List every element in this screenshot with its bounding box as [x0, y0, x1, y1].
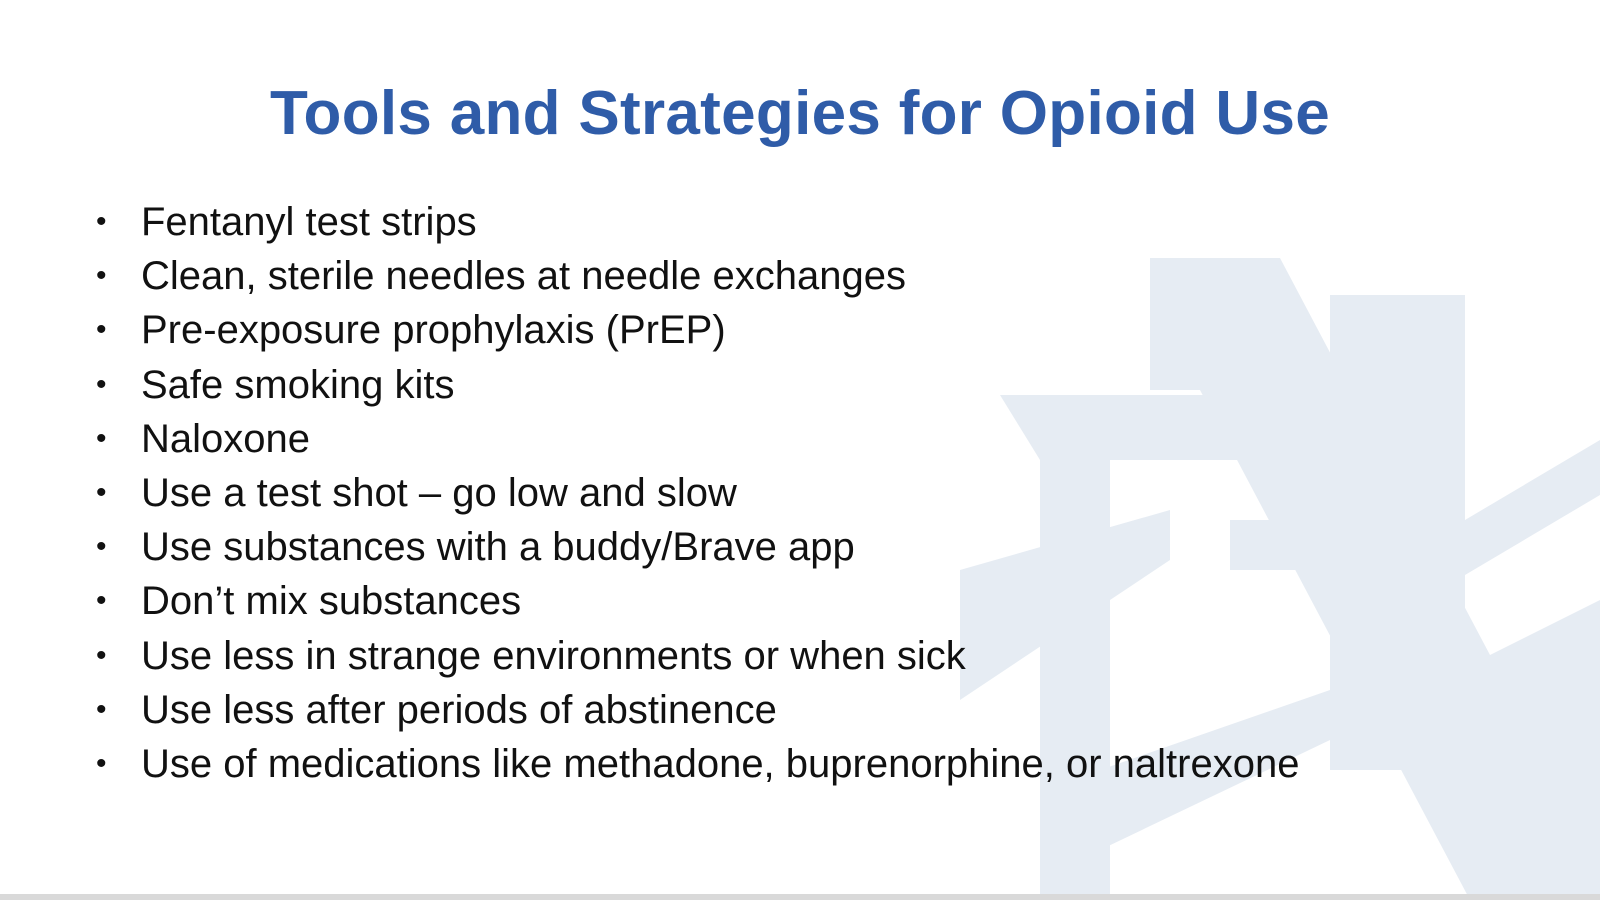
bullet-text: Use of medications like methadone, buprenorphine, or naltrexone [141, 741, 1300, 786]
bullet-item [0, 195, 1600, 249]
bullet-icon: • [96, 530, 107, 564]
slide-title: Tools and Strategies for Opioid Use [269, 79, 1331, 148]
bullet-item [0, 412, 1600, 466]
bullet-icon: • [96, 367, 107, 401]
bullet-icon: • [96, 692, 107, 726]
bullet-item [0, 358, 1600, 412]
bullet-list [0, 195, 1600, 791]
bullet-text: Fentanyl test strips [141, 200, 477, 244]
bullet-text: Don’t mix substances [141, 579, 522, 624]
bullet-text: Naloxone [141, 416, 311, 461]
bullet-item [0, 629, 1600, 683]
bullet-icon: • [96, 313, 107, 347]
bullet-icon: • [96, 584, 107, 618]
bullet-item [0, 303, 1600, 357]
bullet-icon: • [96, 746, 107, 780]
bullet-icon: • [96, 259, 107, 293]
bullet-text: Use substances with a buddy/Brave app [141, 525, 855, 570]
bullet-text: Use less in strange environments or when sick [141, 633, 966, 678]
bullet-item [0, 520, 1600, 574]
bullet-item [0, 249, 1600, 303]
bullet-item [0, 574, 1600, 628]
bullet-text: Clean, sterile needles at needle exchanges [141, 254, 906, 299]
bullet-text: Pre-exposure prophylaxis (PrEP) [141, 308, 726, 353]
bullet-text: Use a test shot – go low and slow [141, 470, 737, 515]
bullet-icon: • [96, 475, 107, 509]
bullet-text: Use less after periods of abstinence [141, 687, 777, 732]
bullet-item [0, 683, 1600, 737]
bullet-text: Safe smoking kits [141, 362, 455, 407]
bullet-icon: • [96, 421, 107, 455]
bullet-item [0, 737, 1600, 791]
bottom-divider [0, 894, 1600, 900]
bullet-icon: • [96, 205, 107, 238]
bullet-icon: • [96, 638, 107, 672]
bullet-item [0, 466, 1600, 520]
